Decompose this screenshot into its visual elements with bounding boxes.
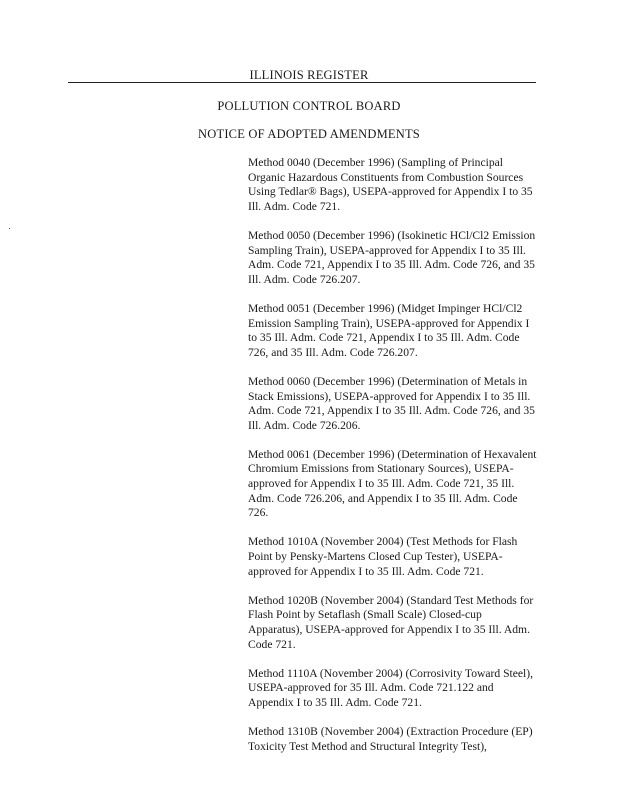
method-entry: Method 1310B (November 2004) (Extraction Procedure (EP) Toxicity Test Method and Structural Integrity Test), [248,725,533,753]
method-entry: Method 1010A (November 2004) (Test Methods for Flash Point by Pensky-Martens Closed Cup Tester), USEPA-approved for Appendix I to 35 Ill. Adm. Code 721. [248,535,518,578]
method-entry: Method 0060 (December 1996) (Determination of Metals in Stack Emissions), USEPA-approved for Appendix I to 35 Ill. Adm. Code 721, Appendix I to 35 Ill. Adm. Code 726, and 35 Ill. Adm. Code 726.206. [248,374,535,432]
method-entry: Method 0040 (December 1996) (Sampling of Principal Organic Hazardous Constituents from Combustion Sources Using Tedlar® Bags), USEPA-approved for Appendix I to 35 Ill. Adm. Code 721. [248,156,533,213]
register-title: ILLINOIS REGISTER [249,68,369,82]
method-entry: Method 1020B (November 2004) (Standard Test Methods for Flash Point by Setaflash (Small Scale) Closed-cup Apparatus), USEPA-approved for Appendix I to 35 Ill. Adm. Code 721. [248,593,534,651]
board-name: POLLUTION CONTROL BOARD [217,99,401,113]
method-entry: Method 0051 (December 1996) (Midget Impinger HCl/Cl2 Emission Sampling Train), USEPA-approved for Appendix I to 35 Ill. Adm. Code 721, Appendix I to 35 Ill. Adm. Code 726, and 35 Ill. Adm. Code 726.207. [248,301,530,359]
method-list [248,156,538,769]
header-divider [68,82,536,83]
scan-speck [9,228,10,229]
method-entry: Method 1110A (November 2004) (Corrosivity Toward Steel), USEPA-approved for 35 Ill. Adm. Code 721.122 and Appendix I to 35 Ill. Adm. Code 721. [248,666,534,709]
method-entry: Method 0061 (December 1996) (Determination of Hexavalent Chromium Emissions from Stationary Sources), USEPA-approved for Appendix I to 35 Ill. Adm. Code 721, 35 Ill. Adm. Code 726.206, and Appendix I to 35 Ill. Adm. Code 726. [248,447,537,520]
method-entry: Method 0050 (December 1996) (Isokinetic HCl/Cl2 Emission Sampling Train), USEPA-approved for Appendix I to 35 Ill. Adm. Code 721, Appendix I to 35 Ill. Adm. Code 726, and 35 Ill. Adm. Code 726.207. [248,228,536,286]
notice-heading: NOTICE OF ADOPTED AMENDMENTS [198,127,420,141]
